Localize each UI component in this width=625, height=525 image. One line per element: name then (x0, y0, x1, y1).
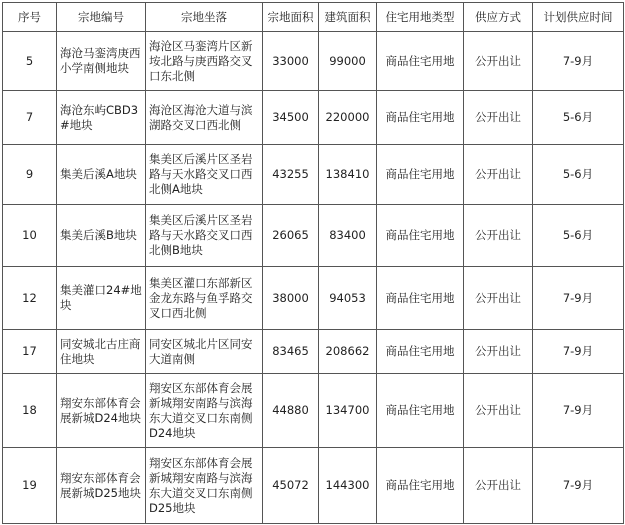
table-row (3, 448, 624, 524)
cell-land-area: 26065 (263, 205, 319, 267)
cell-code: 集美后溪A地块 (57, 145, 146, 205)
header-supply: 供应方式 (464, 3, 533, 32)
cell-no: 18 (3, 374, 57, 448)
land-supply-table (2, 2, 624, 524)
cell-type: 商品住宅用地 (377, 205, 464, 267)
cell-type: 商品住宅用地 (377, 374, 464, 448)
table-row (3, 205, 624, 267)
table-row (3, 32, 624, 91)
cell-code: 集美后溪B地块 (57, 205, 146, 267)
cell-type: 商品住宅用地 (377, 91, 464, 145)
cell-supply: 公开出让 (464, 205, 533, 267)
cell-land-area: 43255 (263, 145, 319, 205)
cell-land-area: 38000 (263, 267, 319, 330)
cell-land-area: 45072 (263, 448, 319, 524)
cell-code: 同安城北古庄商住地块 (57, 330, 146, 374)
cell-code: 集美灌口24#地块 (57, 267, 146, 330)
header-type: 住宅用地类型 (377, 3, 464, 32)
cell-build-area: 83400 (319, 205, 377, 267)
cell-no: 12 (3, 267, 57, 330)
cell-code: 海沧东屿CBD3#地块 (57, 91, 146, 145)
cell-supply: 公开出让 (464, 330, 533, 374)
cell-location: 海沧区海沧大道与滨湖路交叉口西北侧 (146, 91, 263, 145)
cell-no: 17 (3, 330, 57, 374)
table-header-row (3, 3, 624, 32)
table-row (3, 267, 624, 330)
cell-type: 商品住宅用地 (377, 145, 464, 205)
cell-location: 集美区灌口东部新区金龙东路与鱼孚路交叉口西北侧 (146, 267, 263, 330)
header-location: 宗地坐落 (146, 3, 263, 32)
cell-supply: 公开出让 (464, 32, 533, 91)
cell-time: 5-6月 (533, 205, 624, 267)
cell-no: 10 (3, 205, 57, 267)
header-land-area: 宗地面积 (263, 3, 319, 32)
cell-land-area: 44880 (263, 374, 319, 448)
cell-build-area: 94053 (319, 267, 377, 330)
cell-time: 7-9月 (533, 448, 624, 524)
cell-time: 7-9月 (533, 32, 624, 91)
cell-supply: 公开出让 (464, 145, 533, 205)
cell-build-area: 99000 (319, 32, 377, 91)
cell-location: 翔安区东部体育会展新城翔安南路与滨海东大道交叉口东南侧D25地块 (146, 448, 263, 524)
cell-location: 集美区后溪片区圣岩路与天水路交叉口西北侧A地块 (146, 145, 263, 205)
cell-code: 翔安东部体育会展新城D24地块 (57, 374, 146, 448)
cell-location: 海沧区马銮湾片区新垵北路与庚西路交叉口东北侧 (146, 32, 263, 91)
cell-supply: 公开出让 (464, 374, 533, 448)
cell-no: 19 (3, 448, 57, 524)
cell-type: 商品住宅用地 (377, 32, 464, 91)
table-row (3, 330, 624, 374)
cell-land-area: 83465 (263, 330, 319, 374)
cell-supply: 公开出让 (464, 91, 533, 145)
cell-no: 7 (3, 91, 57, 145)
cell-location: 翔安区东部体育会展新城翔安南路与滨海东大道交叉口东南侧D24地块 (146, 374, 263, 448)
cell-type: 商品住宅用地 (377, 267, 464, 330)
cell-build-area: 208662 (319, 330, 377, 374)
cell-time: 5-6月 (533, 91, 624, 145)
header-build-area: 建筑面积 (319, 3, 377, 32)
cell-build-area: 144300 (319, 448, 377, 524)
header-time: 计划供应时间 (533, 3, 624, 32)
cell-no: 9 (3, 145, 57, 205)
header-code: 宗地编号 (57, 3, 146, 32)
cell-build-area: 138410 (319, 145, 377, 205)
cell-time: 5-6月 (533, 145, 624, 205)
cell-location: 同安区城北片区同安大道南侧 (146, 330, 263, 374)
table-row (3, 374, 624, 448)
cell-type: 商品住宅用地 (377, 448, 464, 524)
cell-supply: 公开出让 (464, 267, 533, 330)
cell-time: 7-9月 (533, 374, 624, 448)
cell-code: 翔安东部体育会展新城D25地块 (57, 448, 146, 524)
cell-time: 7-9月 (533, 330, 624, 374)
cell-build-area: 220000 (319, 91, 377, 145)
cell-build-area: 134700 (319, 374, 377, 448)
cell-code: 海沧马銮湾庚西小学南侧地块 (57, 32, 146, 91)
table-row (3, 145, 624, 205)
header-no: 序号 (3, 3, 57, 32)
cell-no: 5 (3, 32, 57, 91)
cell-supply: 公开出让 (464, 448, 533, 524)
cell-land-area: 34500 (263, 91, 319, 145)
cell-type: 商品住宅用地 (377, 330, 464, 374)
table-row (3, 91, 624, 145)
cell-time: 7-9月 (533, 267, 624, 330)
cell-land-area: 33000 (263, 32, 319, 91)
cell-location: 集美区后溪片区圣岩路与天水路交叉口西北侧B地块 (146, 205, 263, 267)
